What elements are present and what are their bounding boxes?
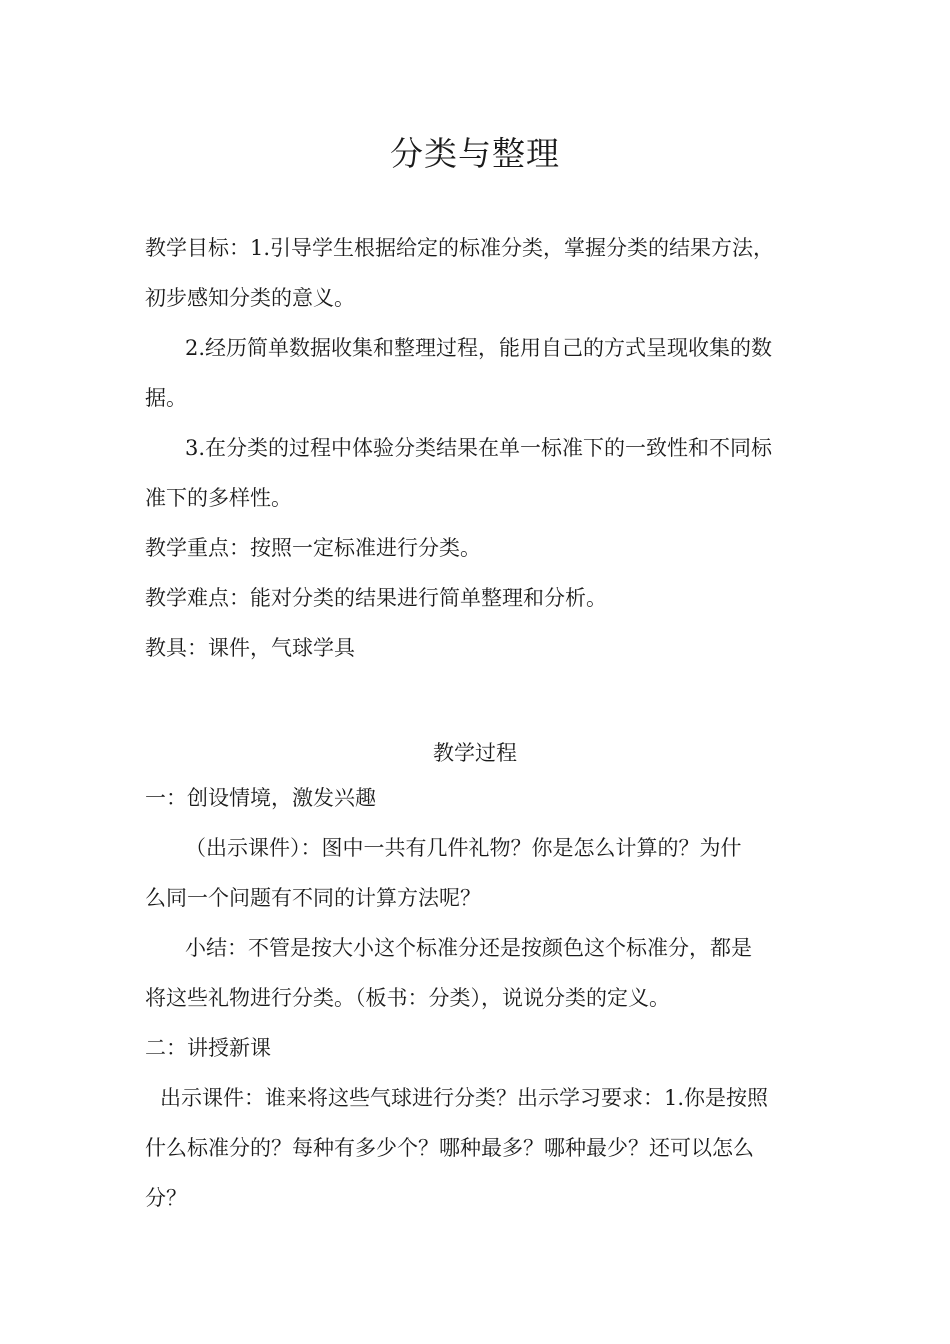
difficulty-line: 教学难点：能对分类的结果进行简单整理和分析。 — [145, 586, 607, 610]
section-two-heading: 二：讲授新课 — [145, 1036, 271, 1060]
summary-line-2: 将这些礼物进行分类。（板书：分类），说说分类的定义。 — [145, 986, 670, 1010]
goal-line-1: 教学目标：1.引导学生根据给定的标准分类，掌握分类的结果方法， — [145, 236, 775, 260]
process-title: 教学过程 — [433, 741, 517, 765]
section-one-heading: 一：创设情境，激发兴趣 — [145, 786, 376, 810]
summary-line-1: 小结：不管是按大小这个标准分还是按颜色这个标准分，都是 — [185, 936, 752, 960]
goal-line-3: 2.经历简单数据收集和整理过程，能用自己的方式呈现收集的数 — [185, 336, 773, 360]
new-lesson-line-2: 什么标准分的？每种有多少个？哪种最多？哪种最少？还可以怎么 — [145, 1136, 754, 1160]
goal-line-2: 初步感知分类的意义。 — [145, 286, 355, 310]
process-line-1: （出示课件）：图中一共有几件礼物？你是怎么计算的？为什 — [185, 836, 742, 860]
goal-line-5: 3.在分类的过程中体验分类结果在单一标准下的一致性和不同标 — [185, 436, 773, 460]
new-lesson-line-1: 出示课件：谁来将这些气球进行分类？出示学习要求：1.你是按照 — [160, 1086, 769, 1110]
goal-line-6: 准下的多样性。 — [145, 486, 292, 510]
new-lesson-line-3: 分？ — [145, 1186, 187, 1210]
process-line-2: 么同一个问题有不同的计算方法呢？ — [145, 886, 481, 910]
document-title: 分类与整理 — [390, 134, 560, 173]
goal-line-4: 据。 — [145, 386, 187, 410]
key-point-line: 教学重点：按照一定标准进行分类。 — [145, 536, 481, 560]
teaching-aids-line: 教具：课件，气球学具 — [145, 636, 355, 660]
